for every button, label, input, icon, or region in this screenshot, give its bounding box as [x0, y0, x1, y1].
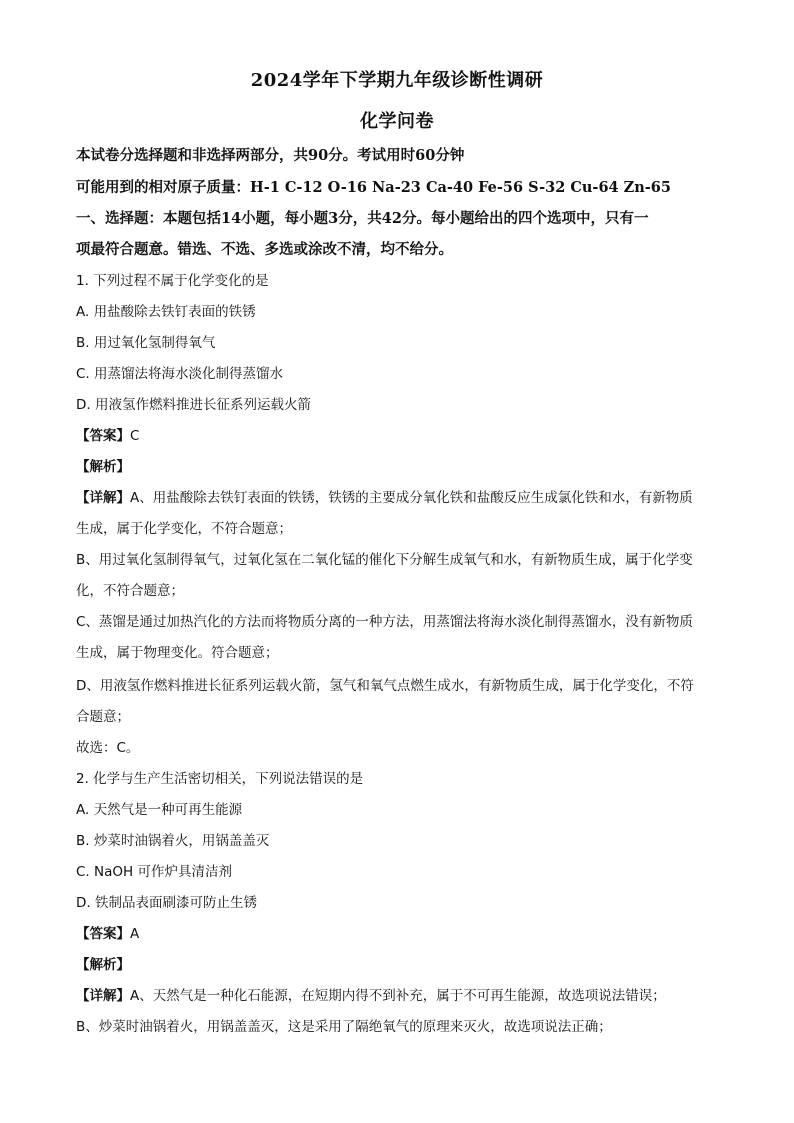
detail-tag: 【详解】 [76, 988, 130, 1004]
page-title: 2024学年下学期九年级诊断性调研 [250, 70, 544, 91]
answer-tag: 【答案】 [76, 926, 130, 942]
q1-stem: 1. 下列过程不属于化学变化的是 [76, 273, 269, 289]
page-subtitle: 化学问卷 [360, 111, 434, 132]
q1-option-b: B. 用过氧化氢制得氧气 [76, 335, 216, 351]
q1-option-a: A. 用盐酸除去铁钉表面的铁锈 [76, 304, 256, 320]
q2-analysis-tag: 【解析】 [76, 957, 130, 973]
q1-analysis-tag: 【解析】 [76, 459, 130, 475]
q1-detail-line: C、蒸馏是通过加热汽化的方法而将物质分离的一种方法，用蒸馏法将海水淡化制得蒸馏水，没有新物质 [76, 614, 693, 630]
q2-detail-line: 【详解】A、天然气是一种化石能源，在短期内得不到补充，属于不可再生能源，故选项说法错误； [76, 988, 666, 1004]
q1-detail-line: 【详解】A、用盐酸除去铁钉表面的铁锈，铁锈的主要成分氧化铁和盐酸反应生成氯化铁和水，有新物质 [76, 490, 693, 506]
q1-detail-line: 合题意； [76, 709, 130, 725]
q1-detail-line: 生成，属于化学变化，不符合题意； [76, 521, 292, 537]
q1-answer [76, 426, 726, 446]
q2-option-a: A. 天然气是一种可再生能源 [76, 802, 243, 818]
q2-detail-line: B、炒菜时油锅着火，用锅盖盖灭，这是采用了隔绝氧气的原理来灭火，故选项说法正确； [76, 1019, 612, 1035]
section-instructions-2: 项最符合题意。错选、不选、多选或涂改不清，均不给分。 [76, 241, 453, 258]
q2-option-b: B. 炒菜时油锅着火，用锅盖盖灭 [76, 833, 270, 849]
detail-tag: 【详解】 [76, 490, 130, 506]
q2-stem: 2. 化学与生产生活密切相关，下列说法错误的是 [76, 771, 364, 787]
q1-detail-line: 化，不符合题意； [76, 583, 184, 599]
q1-option-c: C. 用蒸馏法将海水淡化制得蒸馏水 [76, 366, 284, 382]
q1-option-d: D. 用液氢作燃料推进长征系列运载火箭 [76, 397, 311, 413]
q1-conclusion: 故选：C。 [76, 740, 140, 756]
q1-detail-line: B、用过氧化氢制得氧气，过氧化氢在二氧化锰的催化下分解生成氧气和水，有新物质生成，属于化学变 [76, 552, 693, 568]
answer-tag: 【答案】 [76, 428, 130, 444]
q1-detail-line: D、用液氢作燃料推进长征系列运载火箭，氢气和氧气点燃生成水，有新物质生成，属于化学变化，不符 [76, 678, 694, 694]
q2-option-c: C. NaOH 可作炉具清洁剂 [76, 864, 232, 880]
answer-value: A [130, 926, 140, 942]
answer-value: C [130, 428, 140, 444]
q1-detail-line: 生成，属于物理变化。符合题意； [76, 645, 279, 661]
exam-info: 本试卷分选择题和非选择两部分，共90分。考试用时60分钟 [76, 147, 465, 164]
q2-option-d: D. 铁制品表面刷漆可防止生锈 [76, 895, 257, 911]
q2-answer [76, 924, 726, 944]
section-instructions-1: 一、选择题：本题包括14小题，每小题3分，共42分。每小题给出的四个选项中，只有一 [76, 210, 649, 227]
atomic-masses: 可能用到的相对原子质量：H-1 C-12 O-16 Na-23 Ca-40 Fe-56 S-32 Cu-64 Zn-65 [76, 179, 671, 196]
